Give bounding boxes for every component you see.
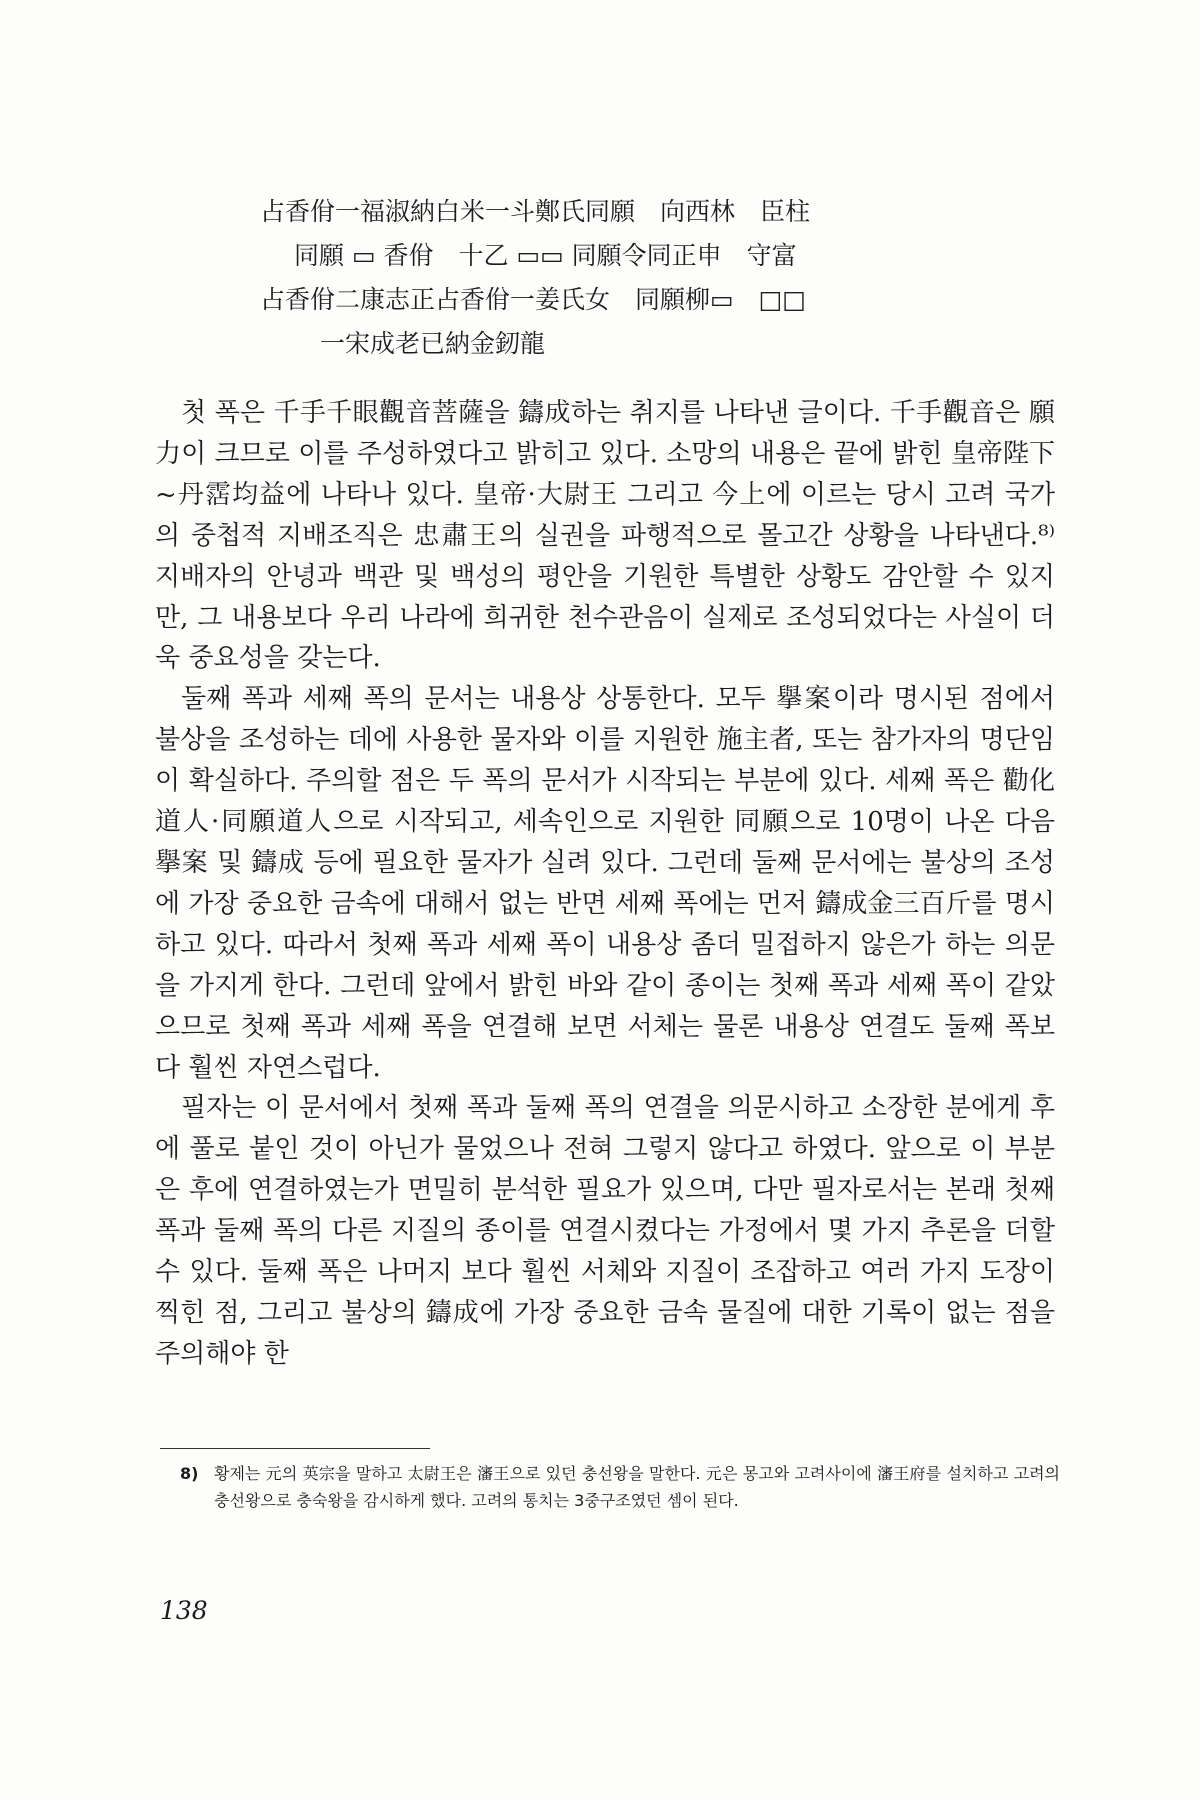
footnote-text: 황제는 元의 英宗을 말하고 太尉王은 瀋王으로 있던 충선왕을 말한다. 元은 몽고와 고려사이에 瀋王府를 설치하고 고려의 충선왕으로 충숙왕을 감시하게 했다. 고려의 통치는 3중구조였던 셈이 된다. (214, 1464, 1060, 1510)
footnote-number: 8) (180, 1464, 199, 1483)
inscription-line: 一宋成老已納金釰龍 (320, 329, 546, 358)
inscription-line: 占香佾二康志正占香佾一姜氏女 同願柳▭ □□ (260, 285, 806, 314)
body-text (155, 393, 1055, 1375)
footnote-divider (160, 1448, 430, 1449)
page-number: 138 (160, 1596, 208, 1625)
paragraph: 둘째 폭과 세째 폭의 문서는 내용상 상통한다. 모두 擧案이라 명시된 점에서 불상을 조성하는 데에 사용한 물자와 이를 지원한 施主者, 또는 참가자의 명단임이 확실하다. 주의할 점은 두 폭의 문서가 시작되는 부분에 있다. 세째 폭은 勸化道人·同願道人으로 시작되고, 세속인으로 지원한 同願으로 10명이 나온 다음 擧案 및 鑄成 등에 필요한 물자가 실려 있다. 그런데 둘째 문서에는 불상의 조성에 가장 중요한 금속에 대해서 없는 반면 세째 폭에는 먼저 鑄成金三百斤를 명시하고 있다. 따라서 첫째 폭과 세째 폭이 내용상 좀더 밀접하지 않은가 하는 의문을 가지게 한다. 그런데 앞에서 밝힌 바와 같이 종이는 첫째 폭과 세째 폭이 같았으므로 첫째 폭과 세째 폭을 연결해 보면 서체는 물론 내용상 연결도 둘째 폭보다 훨씬 자연스럽다. (155, 684, 1055, 1083)
inscription-line: 占香佾一福淑納白米一斗鄭氏同願 向西林 臣柱 (260, 197, 811, 226)
footnote-item (180, 1460, 1060, 1514)
paragraph: 첫 폭은 千手千眼觀音菩薩을 鑄成하는 취지를 나타낸 글이다. 千手觀音은 願力이 크므로 이를 주성하였다고 밝히고 있다. 소망의 내용은 끝에 밝힌 皇帝陛下~丹霑均益에 나타나 있다. 皇帝·大尉王 그리고 今上에 이르는 당시 고려 국가의 중첩적 지배조직은 忠肅王의 실권을 파행적으로 몰고간 상황을 나타낸다.⁸⁾ 지배자의 안녕과 백관 및 백성의 평안을 기원한 특별한 상황도 감안할 수 있지만, 그 내용보다 우리 나라에 희귀한 천수관음이 실제로 조성되었다는 사실이 더욱 중요성을 갖는다. (155, 398, 1055, 674)
paragraph: 필자는 이 문서에서 첫째 폭과 둘째 폭의 연결을 의문시하고 소장한 분에게 후에 풀로 붙인 것이 아닌가 물었으나 전혀 그렇지 않다고 하였다. 앞으로 이 부분은 후에 연결하였는가 면밀히 분석한 필요가 있으며, 다만 필자로서는 본래 첫째 폭과 둘째 폭의 다른 지질의 종이를 연결시켰다는 가정에서 몇 가지 추론을 더할 수 있다. 둘째 폭은 나머지 보다 훨씬 서체와 지질이 조잡하고 여러 가지 도장이 찍힌 점, 그리고 불상의 鑄成에 가장 중요한 금속 물질에 대한 기록이 없는 점을 주의해야 한 (155, 1093, 1055, 1369)
inscription-line: 同願 ▭ 香佾 十乙 ▭▭ 同願令同正申 守富 (294, 241, 797, 270)
footnotes (180, 1460, 1060, 1514)
inscription-block (260, 190, 1020, 366)
